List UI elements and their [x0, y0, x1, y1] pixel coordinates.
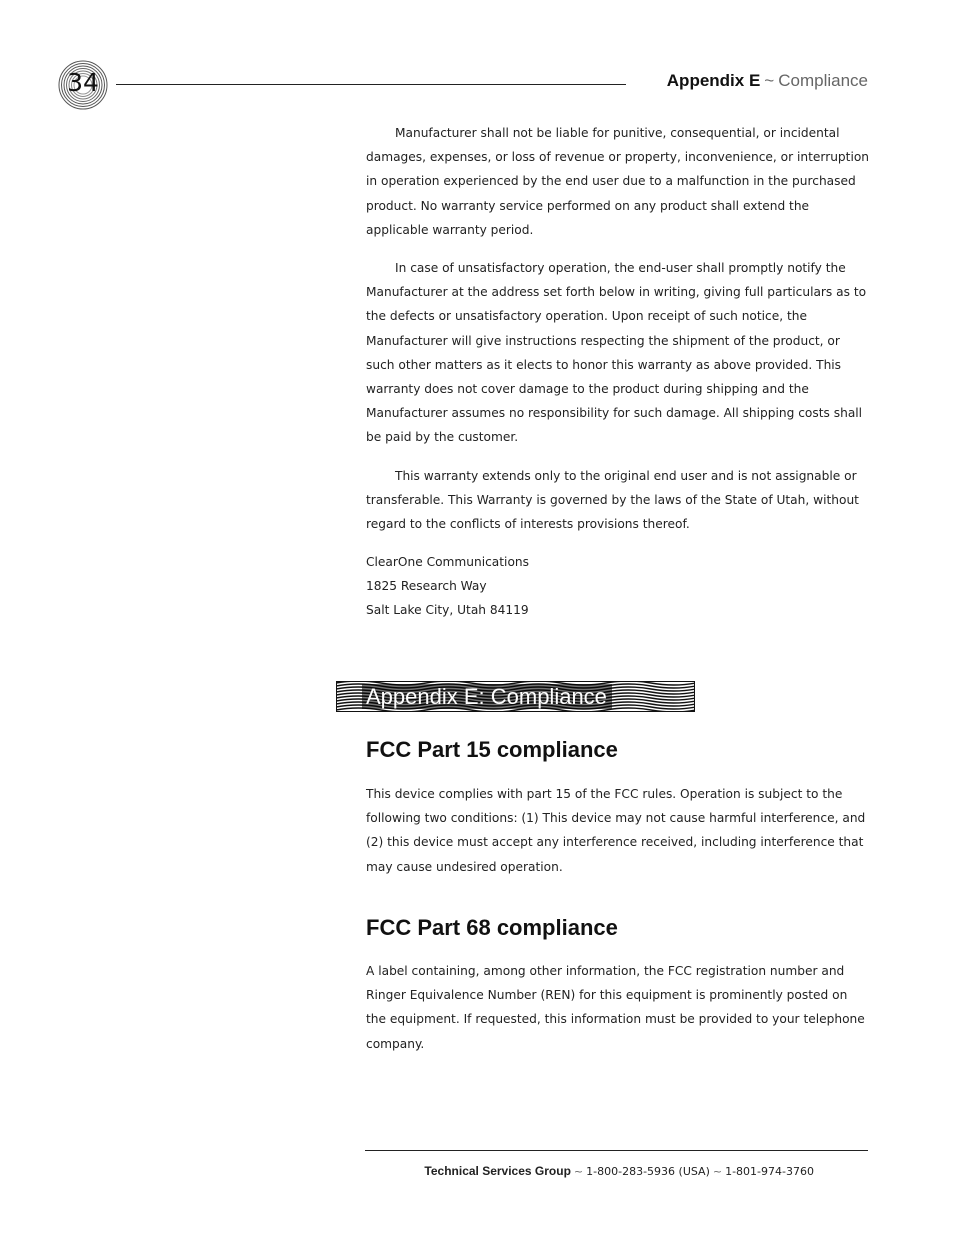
running-head-separator: ~ — [764, 71, 775, 90]
footer-separator-1: ~ — [573, 1165, 584, 1178]
running-head — [667, 71, 868, 91]
footer-phone-intl: 1-801-974-3760 — [725, 1165, 814, 1178]
warranty-text-3: This warranty extends only to the original end user and is not assignable or transferable. This Warranty is governed by the laws of the State of Utah, without regard to the conflicts of interests provisions thereof. — [366, 469, 859, 532]
warranty-text-2: In case of unsatisfactory operation, the end-user shall promptly notify the Manufacturer at the address set forth below in writing, giving full particulars as to the defects or unsatisfactory operation. Upon receipt of such notice, the Manufacturer will give instructions respecting the shipment of the product, or such other matters as it elects to honor this warranty as above provided. This warranty does not cover damage to the product during shipping and the Manufacturer assumes no responsibility for such damage. All shipping costs shall be paid by the customer. — [366, 261, 867, 445]
fcc-part-15-heading: FCC Part 15 compliance — [366, 737, 618, 762]
footer-phone-usa: 1-800-283-5936 (USA) — [586, 1165, 710, 1178]
page-number: 34 — [67, 68, 99, 97]
header-rule — [116, 84, 626, 85]
warranty-paragraph-1 — [366, 121, 870, 242]
address-city: Salt Lake City, Utah 84119 — [366, 603, 529, 618]
manufacturer-address — [366, 550, 870, 623]
footer-group: Technical Services Group — [424, 1164, 571, 1178]
footer-rule — [365, 1150, 868, 1151]
running-head-topic: Compliance — [778, 71, 868, 90]
running-head-section: Appendix E — [666, 71, 761, 90]
section-banner — [336, 681, 695, 712]
warranty-text-1: Manufacturer shall not be liable for punitive, consequential, or incidental damages, expenses, or loss of revenue or property, inconvenience, or interruption in operation experienced by the end user due to a malfunction in the purchased product. No warranty service performed on any product shall extend the applicable warranty period. — [366, 126, 870, 237]
address-company: ClearOne Communications — [366, 555, 529, 569]
address-street: 1825 Research Way — [366, 579, 487, 594]
fcc-part-15-body — [366, 782, 870, 879]
section-banner-title: Appendix E: Compliance — [366, 684, 607, 709]
warranty-paragraph-2 — [366, 256, 870, 450]
warranty-paragraph-3 — [366, 464, 870, 537]
footer-contact — [424, 1164, 814, 1178]
fcc-part-68-text: A label containing, among other information, the FCC registration number and Ringer Equivalence Number (REN) for this equipment is prominently posted on the equipment. If requested, this information must be provided to your telephone company. — [366, 964, 865, 1051]
fcc-part-15-text: This device complies with part 15 of the FCC rules. Operation is subject to the following two conditions: (1) This device may not cause harmful interference, and (2) this device must accept any interference received, including interference that may cause undesired operation. — [366, 787, 866, 874]
footer-separator-2: ~ — [712, 1165, 723, 1178]
fcc-part-68-body — [366, 959, 870, 1056]
fcc-part-68-heading: FCC Part 68 compliance — [366, 915, 618, 940]
